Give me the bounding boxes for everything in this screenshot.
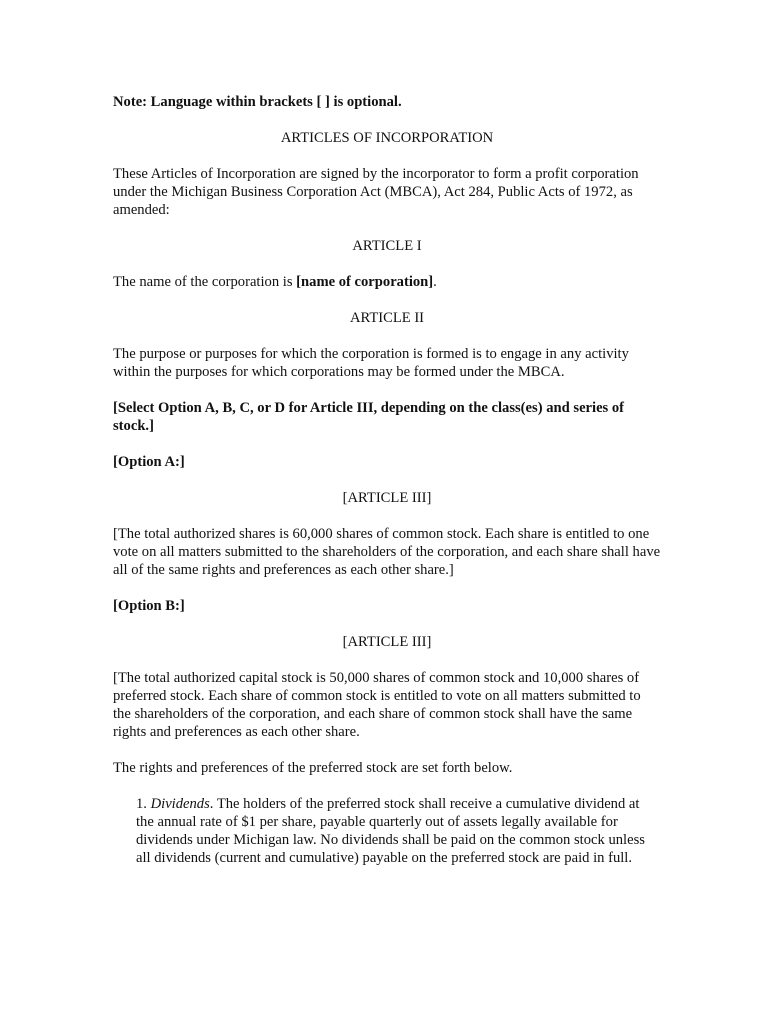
option-a-label: [Option A:]: [113, 454, 185, 470]
optional-language-note: Note: Language within brackets [ ] is optional.: [113, 94, 402, 110]
dividends-item-title: Dividends: [150, 796, 210, 812]
document-page: [113, 93, 661, 867]
corporation-name-placeholder: [name of corporation]: [296, 274, 434, 290]
article-2-heading: ARTICLE II: [349, 310, 425, 326]
dividends-item: [136, 795, 658, 867]
document-title: ARTICLES OF INCORPORATION: [280, 130, 494, 146]
article-1-text-before: The name of the corporation is: [113, 274, 297, 290]
select-option-instruction: [Select Option A, B, C, or D for Article III, depending on the class(es) and series of stock.]: [113, 400, 625, 434]
article-2-text: The purpose or purposes for which the corporation is formed is to engage in any activity within the purposes for which corporations may be formed under the MBCA.: [113, 346, 629, 380]
article-1-text: [113, 273, 661, 291]
preferred-stock-rights-intro: The rights and preferences of the preferred stock are set forth below.: [113, 760, 513, 776]
option-b-article-heading: [ARTICLE III]: [342, 634, 432, 650]
option-b-text: [The total authorized capital stock is 50,000 shares of common stock and 10,000 shares of preferred stock. Each share of common stock is entitled to vote on all matters submitted to the shareholders of the corporation, and each share of common stock shall have the same rights and preferences as each other share.: [113, 670, 641, 740]
article-1-text-after: .: [433, 274, 437, 290]
option-a-text: [The total authorized shares is 60,000 shares of common stock. Each share is entitled to one vote on all matters submitted to the shareholders of the corporation, and each share shall have all of the same rights and preferences as each other share.]: [113, 526, 661, 578]
dividends-item-text: . The holders of the preferred stock shall receive a cumulative dividend at the annual rate of $1 per share, payable quarterly out of assets legally available for dividends under Michigan law. No dividends shall be paid on the common stock unless all dividends (current and cumulative) payable on the preferred stock are paid in full.: [136, 796, 645, 866]
intro-paragraph: These Articles of Incorporation are signed by the incorporator to form a profit corporation under the Michigan Business Corporation Act (MBCA), Act 284, Public Acts of 1972, as amended:: [113, 166, 639, 218]
option-b-label: [Option B:]: [113, 598, 185, 614]
option-a-article-heading: [ARTICLE III]: [342, 490, 432, 506]
article-1-heading: ARTICLE I: [352, 238, 422, 254]
dividends-item-number: 1.: [136, 796, 151, 812]
